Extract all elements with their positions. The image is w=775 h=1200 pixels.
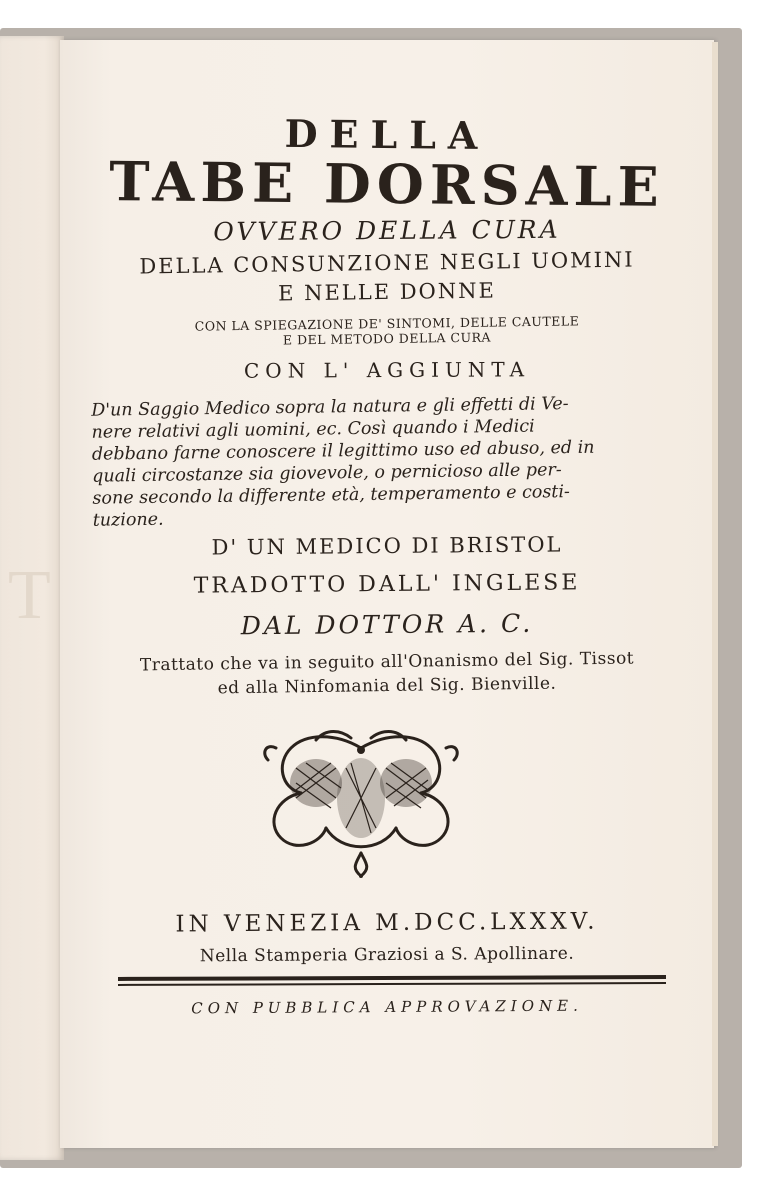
author-line: D' UN MEDICO DI BRISTOL (211, 532, 563, 560)
show-through-mark: T (8, 557, 51, 634)
subtitle-sintomi: CON LA SPIEGAZIONE DE' SINTOMI, DELLE CAUTELE (194, 313, 580, 334)
subtitle-donne: E NELLE DONNE (277, 278, 497, 306)
note-line-2: ed alla Ninfomania del Sig. Bienville. (217, 673, 557, 699)
paragraph-line: nere relativi agli uomini, ec. Così quando i Medici (91, 416, 535, 443)
left-page (0, 36, 64, 1160)
paragraph-line: tuzione. (92, 509, 164, 531)
description-paragraph (91, 392, 623, 531)
translator-line: DAL DOTTOR A. C. (240, 608, 534, 641)
printer-line: Nella Stamperia Graziosi a S. Apollinare. (199, 943, 575, 967)
aggiunta-heading: CON L' AGGIUNTA (243, 357, 531, 383)
paragraph-line: quali circostanze sia giovevole, o pernicioso alle per- (92, 460, 562, 487)
paragraph-line: sone secondo la differente età, temperamento e costi- (92, 482, 571, 509)
translated-line: TRADOTTO DALL' INGLESE (193, 570, 581, 599)
subtitle-ovvero: OVVERO DELLA CURA (213, 214, 561, 247)
subtitle-metodo: E DEL METODO DELLA CURA (282, 329, 492, 348)
main-title: TABE DORSALE (108, 149, 666, 219)
printers-ornament (256, 728, 466, 878)
note-line-1: Trattato che va in seguito all'Onanismo del Sig. Tissot (139, 648, 635, 676)
imprint-line: IN VENEZIA M.DCC.LXXXV. (175, 908, 599, 938)
paragraph-line: D'un Saggio Medico sopra la natura e gli effetti di Ve- (91, 394, 569, 421)
title-della: DELLA (284, 110, 490, 159)
approval-line: CON PUBBLICA APPROVAZIONE. (191, 996, 583, 1018)
subtitle-consunzione: DELLA CONSUNZIONE NEGLI UOMINI (139, 247, 635, 279)
paragraph-line: debbano farne conoscere il legittimo uso ed abuso, ed in (91, 437, 595, 465)
